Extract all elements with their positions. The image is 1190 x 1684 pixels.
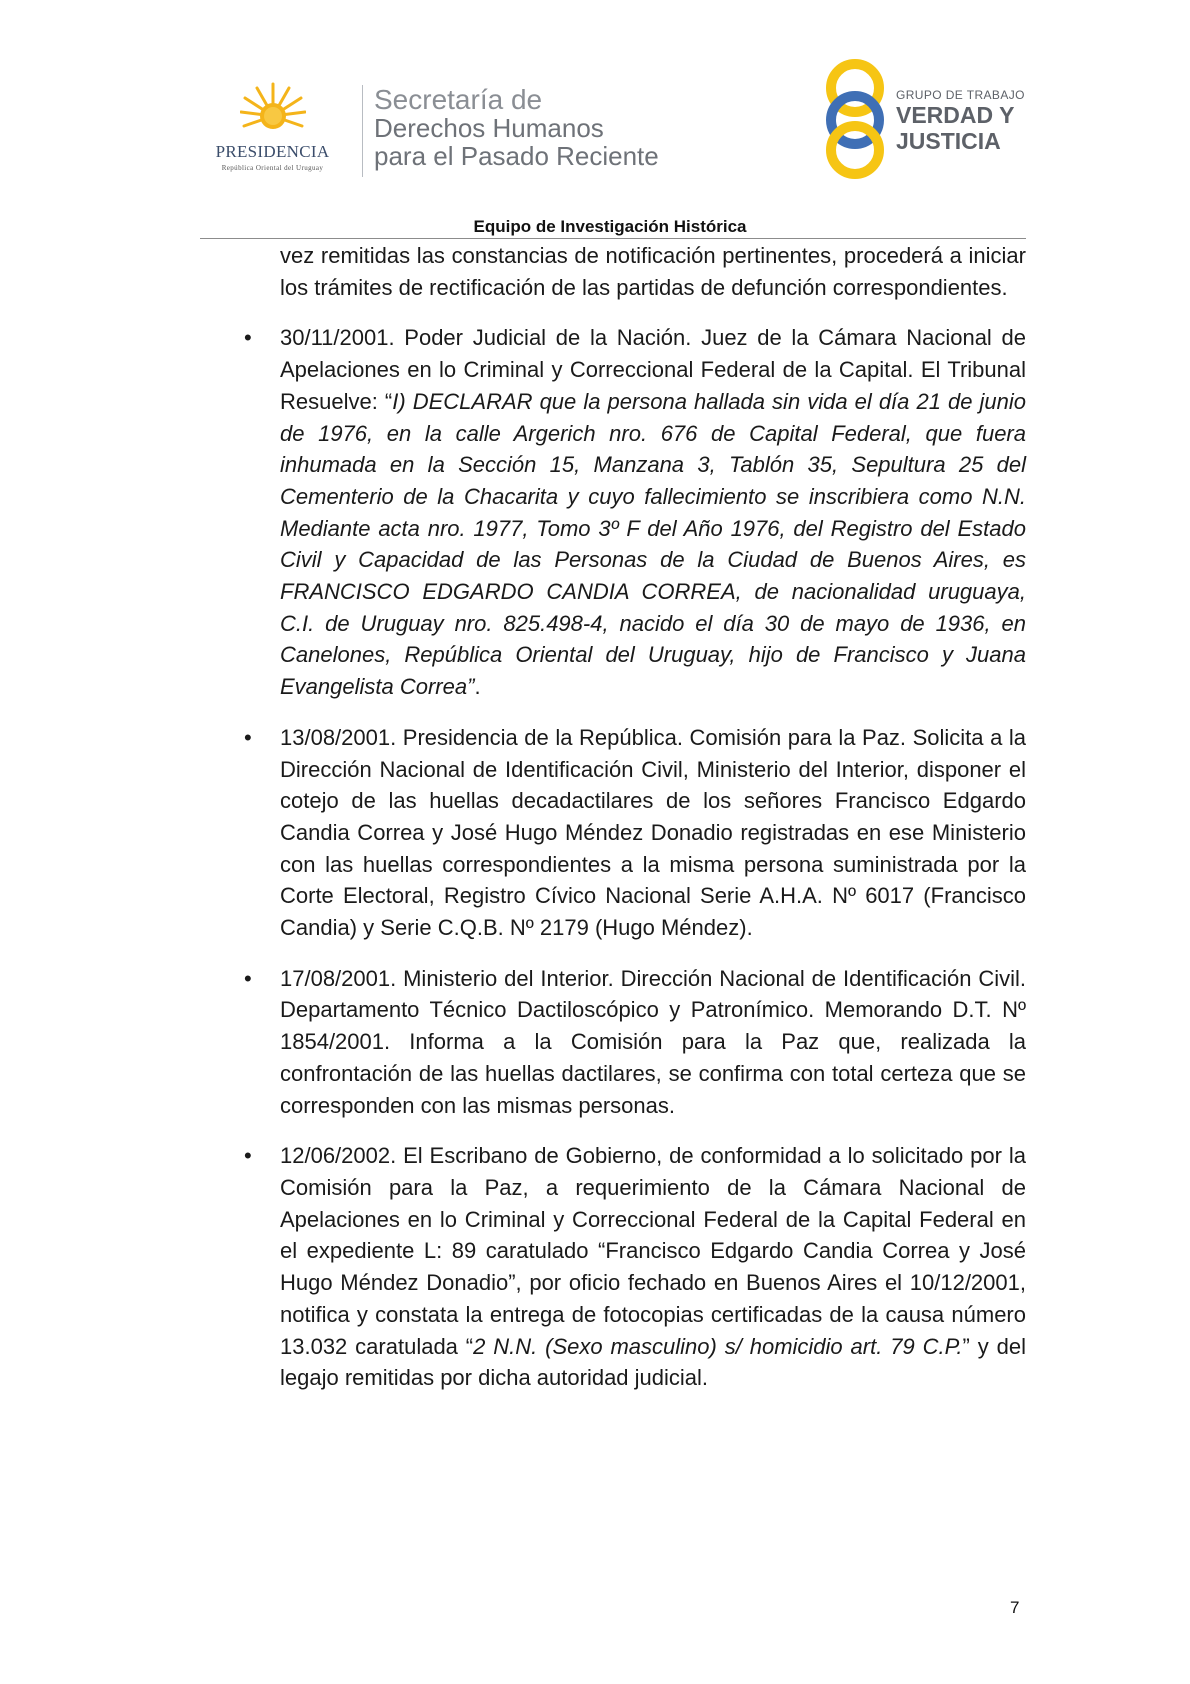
- sun-emblem-icon: [240, 82, 306, 142]
- logo-divider: [362, 85, 363, 177]
- grupo-line-3: JUSTICIA: [896, 128, 1001, 154]
- list-item-text: [280, 322, 1026, 702]
- bullet-icon: •: [244, 325, 252, 351]
- bullet-icon: •: [244, 724, 252, 750]
- team-heading: Equipo de Investigación Histórica: [473, 217, 747, 236]
- item-quote: I) DECLARAR que la persona hallada sin vida el día 21 de junio de 1976, en la calle Argerich nro. 676 de Capital Federal, que fuera inhumada en la Sección 15, Manzana 3, Tablón 35, Sepultura 25 del Cementerio de la Chacarita y cuyo fallecimiento se inscribiera como N.N. Mediante acta nro. 1977, Tomo 3º F del Año 1976, del Registro del Estado Civil y Capacidad de las Personas de la Ciudad de Buenos Aires, es FRANCISCO EDGARDO CANDIA CORREA, de nacionalidad uruguaya, C.I. de Uruguay nro. 825.498-4, nacido el día 30 de mayo de 1936, en Canelones, República Oriental del Uruguay, hijo de Francisco y Juana Evangelista Correa”: [280, 388, 1026, 700]
- grupo-line-1: GRUPO DE TRABAJO: [896, 88, 1025, 102]
- item-lead: 30/11/2001. Poder Judicial de la Nación. Juez de la Cámara Nacional de Apelaciones en lo Criminal y Correccional Federal de la Capital. El Tribunal Resuelve: “: [280, 325, 1026, 414]
- presidencia-name: PRESIDENCIA: [215, 142, 330, 161]
- presidencia-subtitle: República Oriental del Uruguay: [221, 164, 324, 172]
- header-rule: [200, 238, 1026, 239]
- list-item-text: 17/08/2001. Ministerio del Interior. Dirección Nacional de Identificación Civil. Departamento Técnico Dactiloscópico y Patronímico. Memorando D.T. Nº 1854/2001. Informa a la Comisión para la Paz que, realizada la confrontación de las huellas dactilares, se confirma con total certeza que se corresponden con las mismas personas.: [280, 965, 1026, 1118]
- secretaria-line-3: para el Pasado Reciente: [374, 141, 659, 171]
- secretaria-line-2: Derechos Humanos: [374, 113, 604, 143]
- grupo-verdad-justicia-logo: [820, 58, 1060, 178]
- page-number: 7: [1010, 1598, 1020, 1617]
- item-quote: 2 N.N. (Sexo masculino) s/ homicidio art. 79 C.P.: [473, 1333, 963, 1359]
- list-item-text: [280, 1140, 1026, 1394]
- list-item: [244, 322, 1026, 702]
- list-item: [244, 1140, 1026, 1394]
- presidencia-logo: [195, 82, 350, 178]
- document-body: [244, 240, 1026, 1394]
- grupo-line-2: VERDAD Y: [896, 102, 1015, 128]
- list-item: [244, 722, 1026, 944]
- secretaria-logo: [374, 86, 659, 170]
- bullet-icon: •: [244, 1143, 252, 1169]
- list-item-text: 13/08/2001. Presidencia de la República. Comisión para la Paz. Solicita a la Dirección Nacional de Identificación Civil, Ministerio del Interior, disponer el cotejo de las huellas decadactilares de los señores Francisco Edgardo Candia Correa y José Hugo Méndez Donadio registradas en ese Ministerio con las huellas correspondientes a la misma persona suministrada por la Corte Electoral, Registro Cívico Nacional Serie A.H.A. Nº 6017 (Francisco Candia) y Serie C.Q.B. Nº 2179 (Hugo Méndez).: [280, 724, 1026, 941]
- interlocked-rings-icon: [820, 58, 890, 180]
- bullet-icon: •: [244, 965, 252, 991]
- secretaria-line-1: Secretaría de: [374, 84, 543, 115]
- item-tail: ” y del legajo remitidas por dicha autoridad judicial.: [280, 1333, 1026, 1391]
- item-tail: .: [474, 674, 481, 700]
- list-item: [244, 963, 1026, 1122]
- item-lead: 12/06/2002. El Escribano de Gobierno, de conformidad a lo solicitado por la Comisión para la Paz, a requerimiento de la Cámara Nacional de Apelaciones en lo Criminal y Correccional Federal de la Capital Federal en el expediente L: 89 caratulado “Francisco Edgardo Candia Correa y José Hugo Méndez Donadio”, por oficio fechado en Buenos Aires el 10/12/2001, notifica y constata la entrega de fotocopias certificadas de la causa número 13.032 caratulada “: [280, 1143, 1026, 1359]
- continuation-paragraph: vez remitidas las constancias de notificación pertinentes, procederá a iniciar los trámites de rectificación de las partidas de defunción correspondientes.: [280, 243, 1026, 300]
- page-header: [0, 0, 1190, 240]
